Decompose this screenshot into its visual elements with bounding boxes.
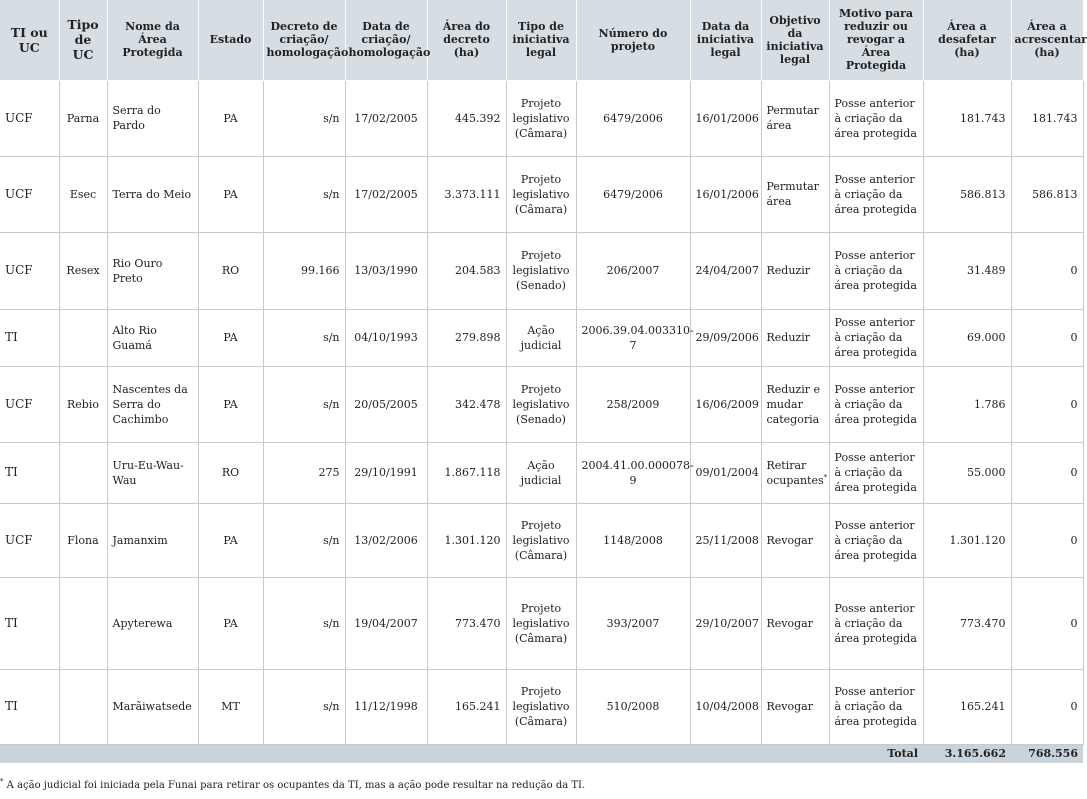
cell-data-criacao: 20/05/2005 <box>345 366 427 442</box>
cell-objetivo: Permutar área <box>761 80 829 156</box>
cell-area-acrescentar: 0 <box>1011 503 1083 577</box>
cell-area-decreto: 1.301.120 <box>427 503 506 577</box>
cell-numero-projeto: 393/2007 <box>576 577 690 669</box>
table-row <box>0 577 1083 669</box>
table-row <box>0 309 1083 366</box>
cell-numero-projeto: 1148/2008 <box>576 503 690 577</box>
cell-numero-projeto: 2004.41.00.000078-9 <box>576 442 690 503</box>
col-header-objetivo: Objetivo da iniciativa legal <box>761 0 829 80</box>
cell-nome: Serra do Pardo <box>107 80 198 156</box>
cell-data-iniciativa: 25/11/2008 <box>690 503 761 577</box>
cell-objetivo: Revogar <box>761 669 829 744</box>
cell-data-iniciativa: 10/04/2008 <box>690 669 761 744</box>
col-header-tipo-iniciativa: Tipo de iniciativa legal <box>506 0 576 80</box>
header-row <box>0 0 1083 80</box>
cell-area-acrescentar: 0 <box>1011 577 1083 669</box>
cell-objetivo: Reduzir <box>761 309 829 366</box>
cell-area-decreto: 342.478 <box>427 366 506 442</box>
cell-motivo: Posse anterior à criação da área protegida <box>829 156 923 232</box>
col-header-nome: Nome da Área Protegida <box>107 0 198 80</box>
cell-data-iniciativa: 24/04/2007 <box>690 232 761 309</box>
cell-estado: RO <box>198 442 263 503</box>
cell-decreto: 99.166 <box>263 232 345 309</box>
cell-tipo-iniciativa: Projeto legislativo (Câmara) <box>506 503 576 577</box>
cell-ti-uc: TI <box>0 309 59 366</box>
col-header-data-iniciativa: Data da iniciativa legal <box>690 0 761 80</box>
table-row <box>0 503 1083 577</box>
total-row <box>0 744 1083 763</box>
total-area-acrescentar: 768.556 <box>1011 744 1083 763</box>
col-header-numero-projeto: Número do projeto <box>576 0 690 80</box>
cell-decreto: s/n <box>263 80 345 156</box>
cell-area-decreto: 773.470 <box>427 577 506 669</box>
cell-objetivo: Permutar área <box>761 156 829 232</box>
cell-nome: Nascentes da Serra do Cachimbo <box>107 366 198 442</box>
col-header-motivo: Motivo para reduzir ou revogar a Área Protegida <box>829 0 923 80</box>
cell-decreto: s/n <box>263 669 345 744</box>
cell-objetivo: Revogar <box>761 503 829 577</box>
cell-area-desafetar: 31.489 <box>923 232 1011 309</box>
cell-nome: Terra do Meio <box>107 156 198 232</box>
cell-data-criacao: 04/10/1993 <box>345 309 427 366</box>
cell-data-iniciativa: 16/01/2006 <box>690 156 761 232</box>
cell-data-criacao: 19/04/2007 <box>345 577 427 669</box>
total-area-desafetar: 3.165.662 <box>923 744 1011 763</box>
cell-data-criacao: 13/02/2006 <box>345 503 427 577</box>
cell-numero-projeto: 2006.39.04.003310-7 <box>576 309 690 366</box>
cell-tipo-iniciativa: Projeto legislativo (Senado) <box>506 232 576 309</box>
cell-motivo: Posse anterior à criação da área protegida <box>829 503 923 577</box>
cell-tipo-iniciativa: Projeto legislativo (Câmara) <box>506 156 576 232</box>
cell-motivo: Posse anterior à criação da área protegida <box>829 232 923 309</box>
cell-motivo: Posse anterior à criação da área protegida <box>829 442 923 503</box>
cell-area-decreto: 165.241 <box>427 669 506 744</box>
cell-estado: PA <box>198 503 263 577</box>
cell-tipo-iniciativa: Projeto legislativo (Câmara) <box>506 577 576 669</box>
cell-area-acrescentar: 0 <box>1011 442 1083 503</box>
footnote-mark: * <box>0 777 4 786</box>
cell-estado: PA <box>198 366 263 442</box>
cell-ti-uc: UCF <box>0 156 59 232</box>
table-row <box>0 366 1083 442</box>
cell-area-desafetar: 181.743 <box>923 80 1011 156</box>
cell-area-desafetar: 55.000 <box>923 442 1011 503</box>
cell-area-desafetar: 69.000 <box>923 309 1011 366</box>
cell-area-decreto: 204.583 <box>427 232 506 309</box>
cell-tipo-uc: Parna <box>59 80 107 156</box>
cell-numero-projeto: 6479/2006 <box>576 80 690 156</box>
cell-decreto: s/n <box>263 309 345 366</box>
col-header-estado: Estado <box>198 0 263 80</box>
cell-data-criacao: 17/02/2005 <box>345 156 427 232</box>
cell-objetivo: Reduzir <box>761 232 829 309</box>
cell-motivo: Posse anterior à criação da área protegida <box>829 577 923 669</box>
cell-tipo-uc <box>59 577 107 669</box>
cell-area-decreto: 279.898 <box>427 309 506 366</box>
table-row <box>0 232 1083 309</box>
cell-data-iniciativa: 09/01/2004 <box>690 442 761 503</box>
cell-nome: Uru-Eu-Wau-Wau <box>107 442 198 503</box>
cell-decreto: s/n <box>263 577 345 669</box>
cell-objetivo <box>761 442 829 503</box>
col-header-area-desafetar: Área a desafetar (ha) <box>923 0 1011 80</box>
table-row <box>0 669 1083 744</box>
cell-tipo-iniciativa: Projeto legislativo (Câmara) <box>506 80 576 156</box>
footnote-marker: * <box>823 472 828 481</box>
cell-ti-uc: TI <box>0 442 59 503</box>
cell-area-acrescentar: 0 <box>1011 309 1083 366</box>
table-row <box>0 80 1083 156</box>
cell-ti-uc: UCF <box>0 503 59 577</box>
cell-objetivo: Revogar <box>761 577 829 669</box>
cell-tipo-iniciativa: Projeto legislativo (Câmara) <box>506 669 576 744</box>
cell-tipo-iniciativa: Projeto legislativo (Senado) <box>506 366 576 442</box>
cell-area-decreto: 3.373.111 <box>427 156 506 232</box>
cell-area-desafetar: 773.470 <box>923 577 1011 669</box>
cell-data-iniciativa: 29/09/2006 <box>690 309 761 366</box>
col-header-area-acrescentar: Área a acrescentar (ha) <box>1011 0 1083 80</box>
cell-numero-projeto: 206/2007 <box>576 232 690 309</box>
footnote <box>0 777 586 791</box>
cell-ti-uc: UCF <box>0 80 59 156</box>
cell-data-iniciativa: 16/06/2009 <box>690 366 761 442</box>
cell-tipo-uc: Resex <box>59 232 107 309</box>
cell-area-acrescentar: 0 <box>1011 232 1083 309</box>
cell-decreto: s/n <box>263 156 345 232</box>
cell-data-iniciativa: 29/10/2007 <box>690 577 761 669</box>
cell-objetivo: Reduzir e mudar categoria <box>761 366 829 442</box>
cell-estado: MT <box>198 669 263 744</box>
footnote-text: A ação judicial foi iniciada pela Funai para retirar os ocupantes da TI, mas a ação pode resultar na redução da TI. <box>3 780 586 791</box>
cell-data-criacao: 29/10/1991 <box>345 442 427 503</box>
total-label: Total <box>0 744 923 763</box>
cell-estado: PA <box>198 577 263 669</box>
col-header-decreto: Decreto de criação/ homologação <box>263 0 345 80</box>
col-header-area-decreto: Área do decreto (ha) <box>427 0 506 80</box>
cell-tipo-uc: Rebio <box>59 366 107 442</box>
cell-tipo-uc: Esec <box>59 156 107 232</box>
cell-tipo-uc: Flona <box>59 503 107 577</box>
cell-tipo-uc <box>59 669 107 744</box>
cell-data-iniciativa: 16/01/2006 <box>690 80 761 156</box>
cell-numero-projeto: 510/2008 <box>576 669 690 744</box>
cell-tipo-uc <box>59 442 107 503</box>
cell-area-desafetar: 586.813 <box>923 156 1011 232</box>
cell-nome: Marãiwatsede <box>107 669 198 744</box>
cell-area-acrescentar: 0 <box>1011 366 1083 442</box>
cell-area-desafetar: 1.786 <box>923 366 1011 442</box>
cell-ti-uc: TI <box>0 577 59 669</box>
cell-estado: PA <box>198 309 263 366</box>
cell-motivo: Posse anterior à criação da área protegida <box>829 309 923 366</box>
cell-area-decreto: 445.392 <box>427 80 506 156</box>
cell-tipo-iniciativa: Ação judicial <box>506 442 576 503</box>
table-row <box>0 442 1083 503</box>
table-row <box>0 156 1083 232</box>
cell-numero-projeto: 6479/2006 <box>576 156 690 232</box>
cell-area-acrescentar: 181.743 <box>1011 80 1083 156</box>
cell-motivo: Posse anterior à criação da área protegida <box>829 80 923 156</box>
cell-estado: PA <box>198 80 263 156</box>
cell-area-desafetar: 1.301.120 <box>923 503 1011 577</box>
cell-nome: Apyterewa <box>107 577 198 669</box>
col-header-tipo-uc: Tipo de UC <box>59 0 107 80</box>
objetivo-text: Retirar ocupantes <box>766 458 824 487</box>
cell-estado: PA <box>198 156 263 232</box>
cell-decreto: s/n <box>263 503 345 577</box>
cell-nome: Rio Ouro Preto <box>107 232 198 309</box>
cell-nome: Jamanxim <box>107 503 198 577</box>
cell-area-decreto: 1.867.118 <box>427 442 506 503</box>
cell-motivo: Posse anterior à criação da área protegida <box>829 366 923 442</box>
cell-area-desafetar: 165.241 <box>923 669 1011 744</box>
cell-area-acrescentar: 0 <box>1011 669 1083 744</box>
cell-ti-uc: UCF <box>0 232 59 309</box>
cell-tipo-uc <box>59 309 107 366</box>
cell-data-criacao: 11/12/1998 <box>345 669 427 744</box>
cell-ti-uc: TI <box>0 669 59 744</box>
cell-decreto: 275 <box>263 442 345 503</box>
cell-nome: Alto Rio Guamá <box>107 309 198 366</box>
cell-tipo-iniciativa: Ação judicial <box>506 309 576 366</box>
cell-data-criacao: 13/03/1990 <box>345 232 427 309</box>
col-header-data-criacao: Data de criação/ homologação <box>345 0 427 80</box>
cell-area-acrescentar: 586.813 <box>1011 156 1083 232</box>
cell-numero-projeto: 258/2009 <box>576 366 690 442</box>
cell-data-criacao: 17/02/2005 <box>345 80 427 156</box>
cell-ti-uc: UCF <box>0 366 59 442</box>
col-header-ti-uc: TI ou UC <box>0 0 59 80</box>
cell-decreto: s/n <box>263 366 345 442</box>
cell-motivo: Posse anterior à criação da área protegida <box>829 669 923 744</box>
cell-estado: RO <box>198 232 263 309</box>
